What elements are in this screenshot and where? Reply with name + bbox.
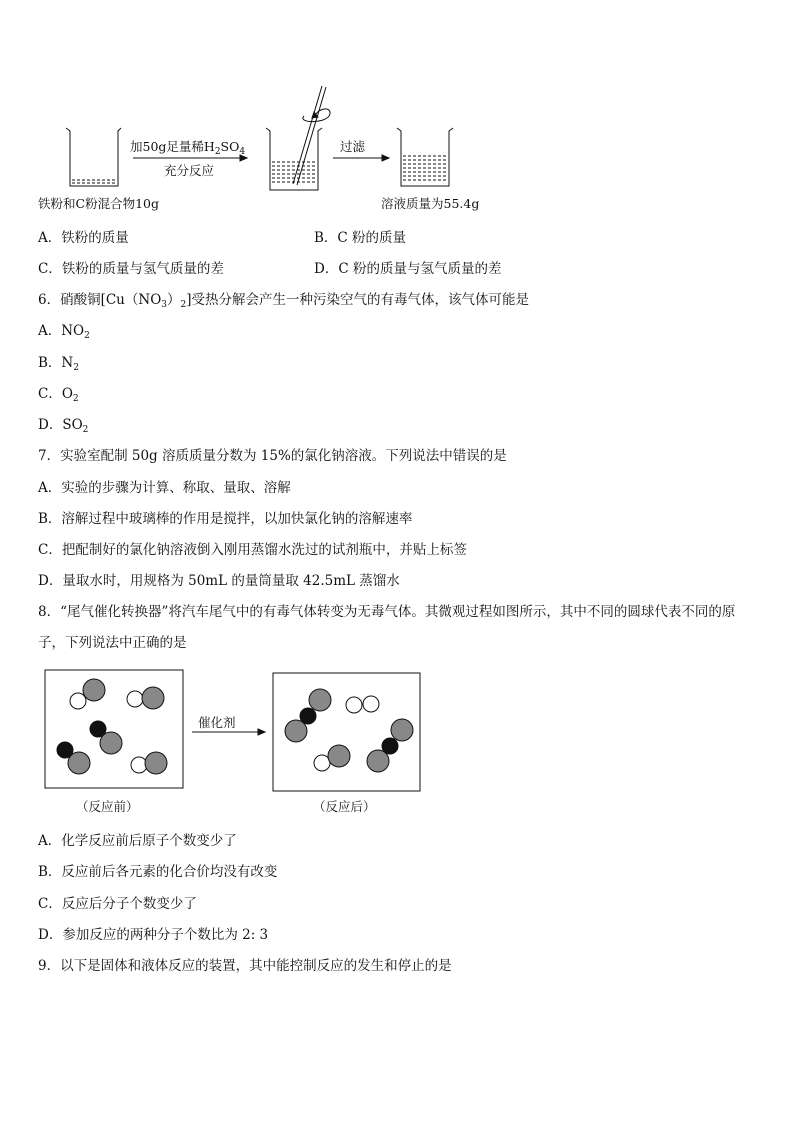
catalyst-label: 催化剂 <box>198 715 236 730</box>
q7-stem: 7．实验室配制 50g 溶质质量分数为 15%的氯化钠溶液。下列说法中错误的是 <box>38 448 507 464</box>
q6-option-c: C．$O_2$ <box>38 386 79 404</box>
q5-option-d: D．C 粉的质量与氢气质量的差 <box>314 261 502 277</box>
q5-option-c: C．铁粉的质量与氢气质量的差 <box>38 261 224 277</box>
mixture-label: 铁粉和C粉混合物10g <box>38 196 159 211</box>
q6-option-a: A．$NO_2$ <box>38 323 90 341</box>
q7-option-a: A．实验的步骤为计算、称取、量取、溶解 <box>38 480 291 496</box>
after-molecule-2 <box>346 696 379 713</box>
q8-option-c: C．反应后分子个数变少了 <box>38 896 197 912</box>
q8-option-a: A．化学反应前后原子个数变少了 <box>38 833 237 849</box>
filter-label: 过滤 <box>340 139 366 154</box>
after-label: （反应后） <box>313 799 376 814</box>
q9-stem: 9．以下是固体和液体反应的装置，其中能控制反应的发生和停止的是 <box>38 958 452 974</box>
after-molecule-3 <box>367 719 413 772</box>
after-molecule-4 <box>314 745 350 771</box>
q6-option-b: B．$N_2$ <box>38 355 79 373</box>
q7-option-c: C．把配制好的氯化钠溶液倒入刚用蒸馏水洗过的试剂瓶中，并贴上标签 <box>38 542 467 558</box>
after-molecule-1 <box>285 689 331 742</box>
q8-stem-line2: 子，下列说法中正确的是 <box>38 635 187 651</box>
solution-label: 溶液质量为55.4g <box>381 196 480 211</box>
q8-option-d: D．参加反应的两种分子个数比为 2: 3 <box>38 927 269 943</box>
before-molecule-2 <box>127 687 164 709</box>
before-label: （反应前） <box>76 799 139 814</box>
before-molecule-1 <box>70 679 105 709</box>
q5-option-b: B．C 粉的质量 <box>314 230 407 246</box>
q7-option-b: B．溶解过程中玻璃棒的作用是搅拌，以加快氯化钠的溶解速率 <box>38 511 413 527</box>
q7-option-d: D．量取水时，用规格为 50mL 的量筒量取 42.5mL 蒸馏水 <box>38 573 400 589</box>
q8-stem-line1: 8．“尾气催化转换器”将汽车尾气中的有毒气体转变为无毒气体。其微观过程如图所示，其中不同的圆球代表不同的原 <box>38 604 736 620</box>
reagent-label: 加50g足量稀$H_2SO_4$ <box>130 139 246 157</box>
before-molecule-5 <box>131 752 167 774</box>
q6-stem: 6．硝酸铜$[Cu(NO_3)_2]$受热分解会产生一种污染空气的有毒气体，该气体可能是 <box>38 292 530 310</box>
before-molecule-4 <box>57 742 90 774</box>
before-molecule-3 <box>90 721 122 754</box>
react-label: 充分反应 <box>164 163 215 178</box>
q8-option-b: B．反应前后各元素的化合价均没有改变 <box>38 864 278 880</box>
q5-option-a: A．铁粉的质量 <box>38 230 129 246</box>
q6-option-d: D．$SO_2$ <box>38 417 89 435</box>
